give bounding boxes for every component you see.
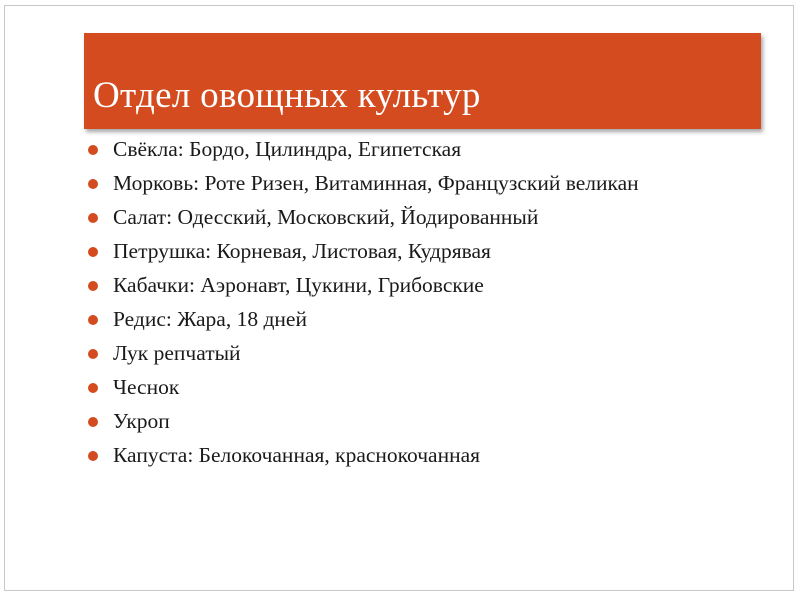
list-item — [85, 409, 725, 434]
bullet-icon — [88, 349, 98, 359]
bullet-icon — [88, 179, 98, 189]
bullet-icon — [88, 383, 98, 393]
list-item — [85, 375, 725, 400]
list-item — [85, 307, 725, 332]
bullet-icon — [88, 451, 98, 461]
slide — [4, 5, 794, 591]
list-item — [85, 137, 725, 162]
list-item-text: Кабачки: Аэронавт, Цукини, Грибовские — [113, 273, 484, 297]
list-item — [85, 239, 725, 264]
list-item — [85, 341, 725, 366]
list-item-text: Лук репчатый — [113, 341, 241, 365]
bullet-icon — [88, 417, 98, 427]
list-item — [85, 205, 725, 230]
bullet-icon — [88, 281, 98, 291]
list-item-text: Свёкла: Бордо, Цилиндра, Египетская — [113, 137, 462, 161]
bullet-icon — [88, 213, 98, 223]
title-bar — [84, 33, 761, 129]
list-item — [85, 171, 725, 196]
bullet-icon — [88, 145, 98, 155]
slide-title: Отдел овощных культур — [93, 75, 481, 116]
list-item-text: Салат: Одесский, Московский, Йодированный — [113, 205, 539, 229]
list-item — [85, 273, 725, 298]
list-item-text: Морковь: Роте Ризен, Витаминная, Французский великан — [113, 171, 639, 195]
bullet-icon — [88, 315, 98, 325]
list-item-text: Петрушка: Корневая, Листовая, Кудрявая — [113, 239, 491, 263]
list-item-text: Укроп — [113, 409, 170, 433]
bullet-icon — [88, 247, 98, 257]
list-item-text: Капуста: Белокочанная, краснокочанная — [113, 443, 481, 467]
bullet-list — [85, 137, 725, 477]
list-item — [85, 443, 725, 468]
list-item-text: Редис: Жара, 18 дней — [113, 307, 307, 331]
list-item-text: Чеснок — [113, 375, 180, 399]
